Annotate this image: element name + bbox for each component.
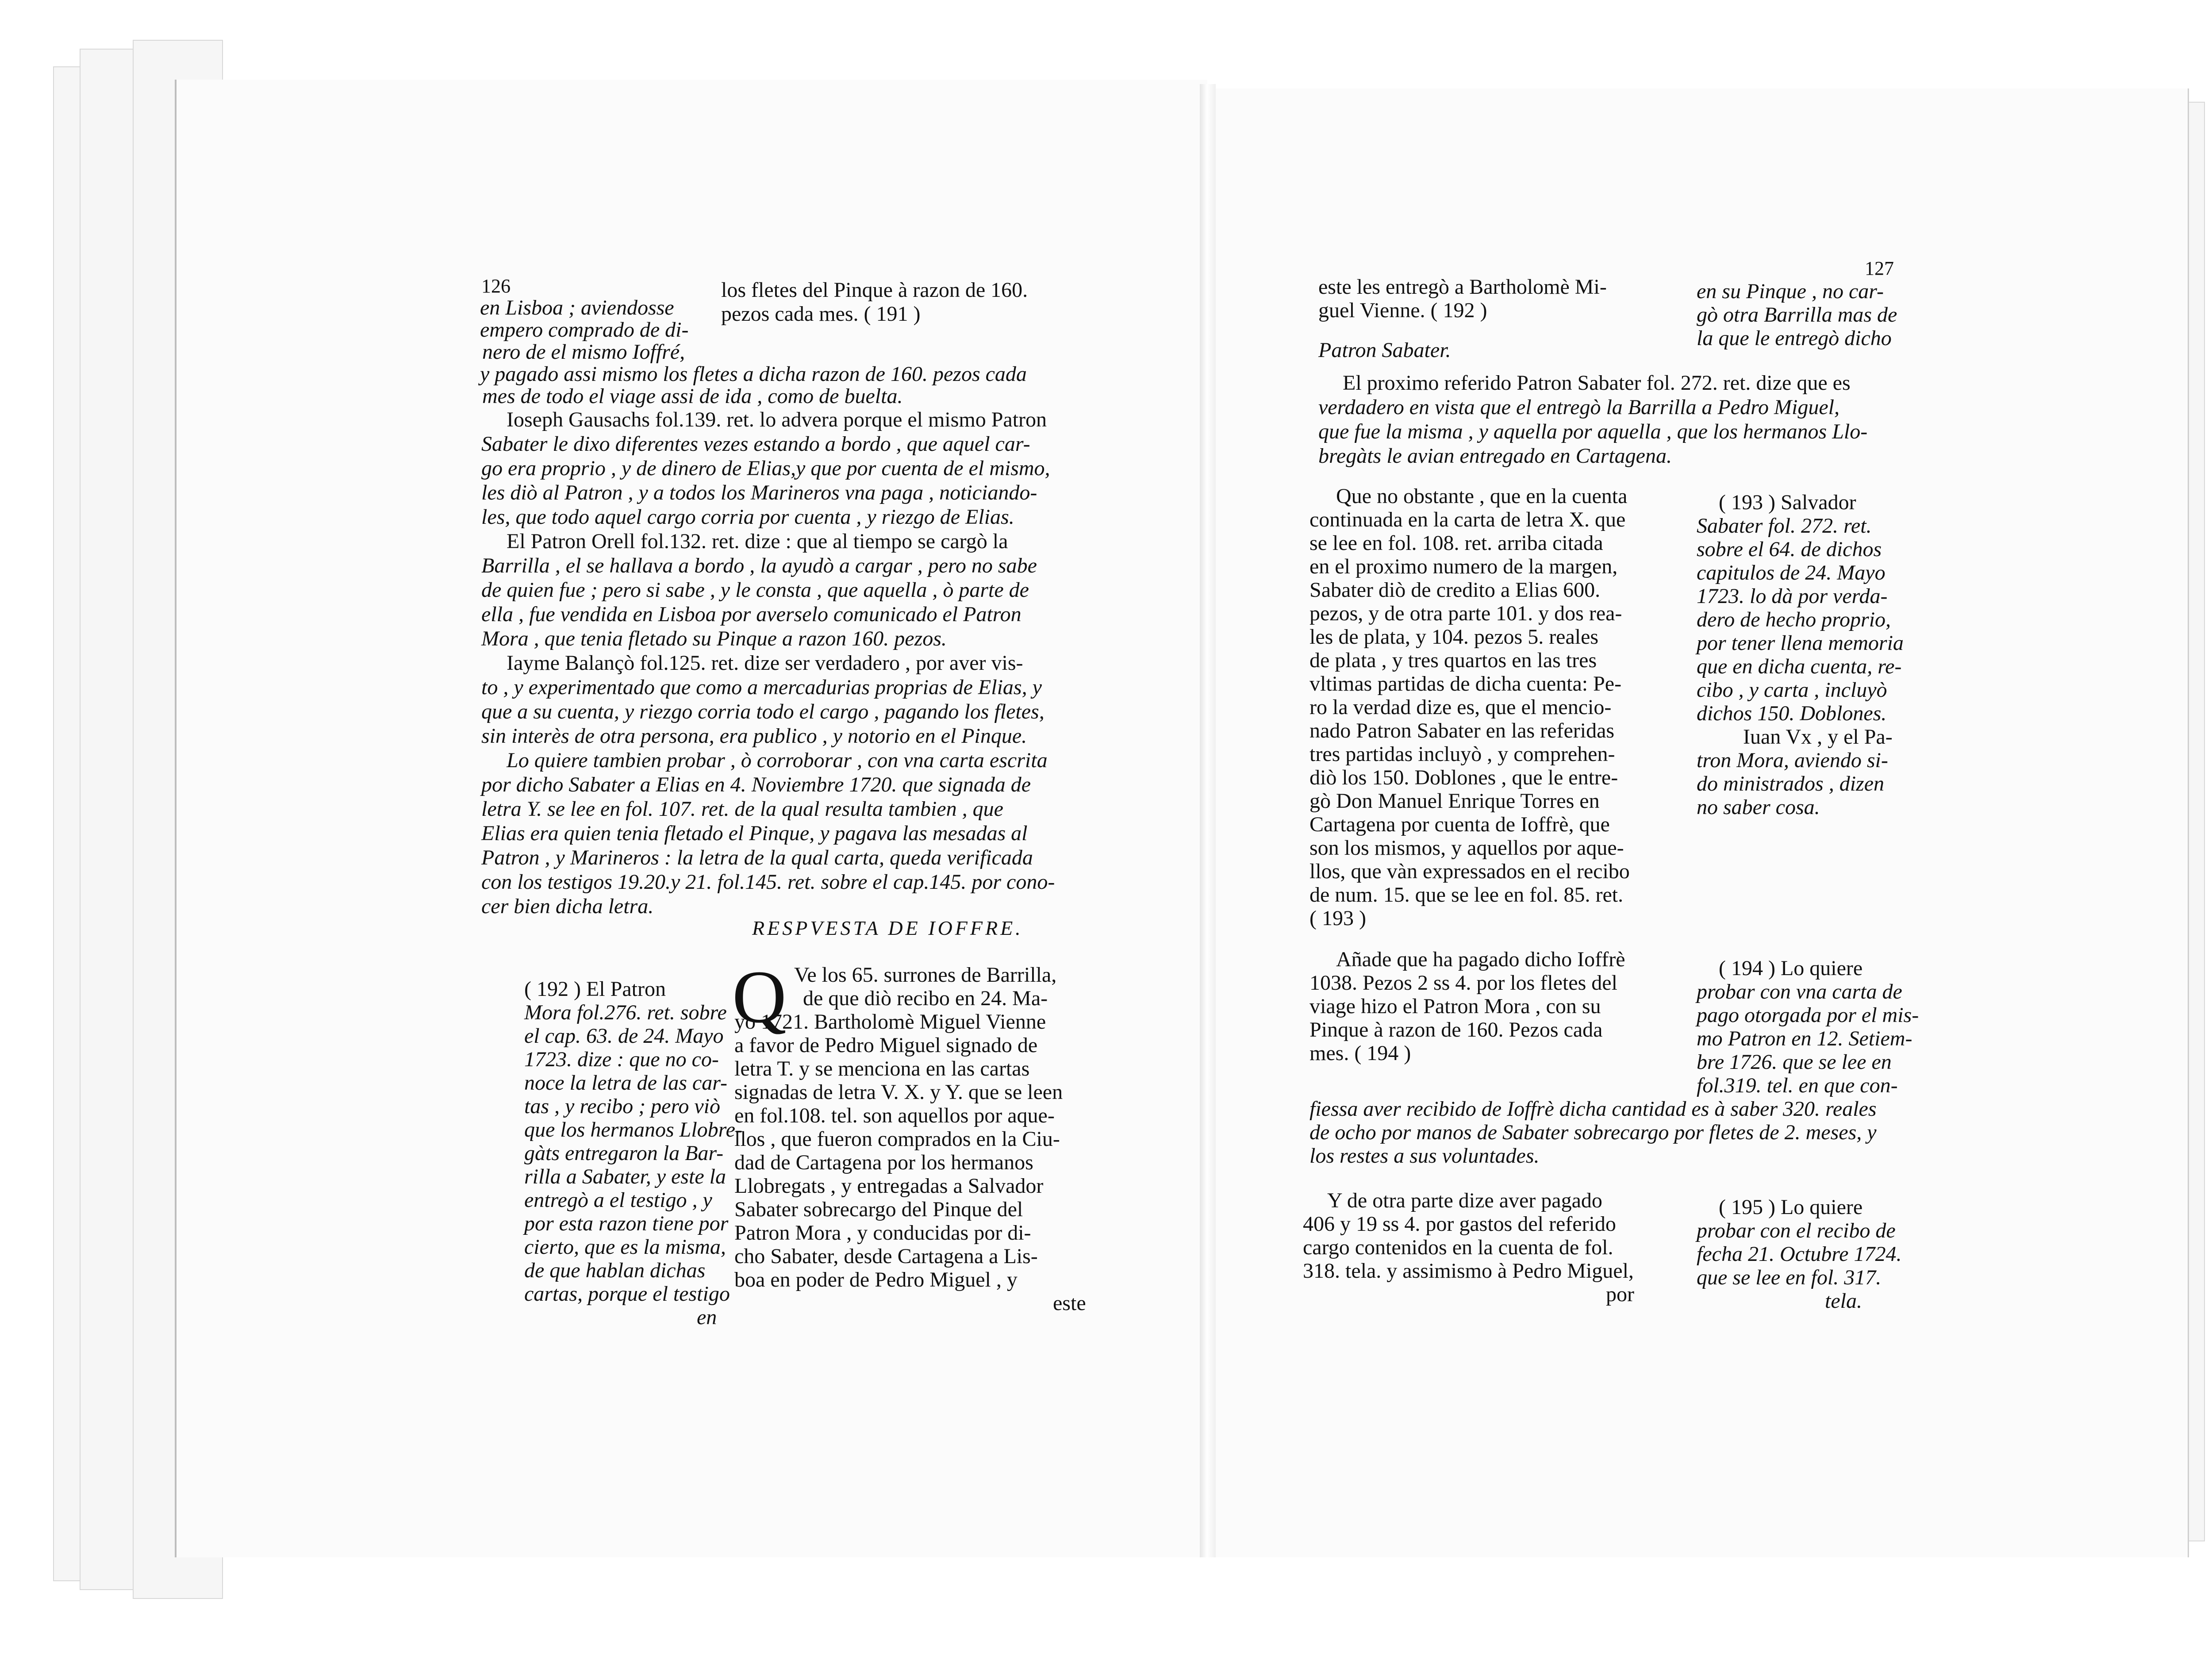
text-line: les diò al Patron , y a todos los Marineros vna paga , noticiando- xyxy=(481,481,1037,504)
text-line: Lo quiere tambien probar , ò corroborar , con vna carta escrita xyxy=(507,749,1048,772)
text-line: Iayme Balançò fol.125. ret. dize ser verdadero , por aver vis- xyxy=(507,651,1023,675)
note-line: mo Patron en 12. Setiem- xyxy=(1697,1027,1912,1050)
note-line: fiessa aver recibido de Ioffrè dicha cantidad es à saber 320. reales xyxy=(1310,1097,1877,1121)
text-line: cer bien dicha letra. xyxy=(481,895,654,918)
note-line: sobre el 64. de dichos xyxy=(1697,538,1882,561)
note-line: probar con vna carta de xyxy=(1697,980,1902,1003)
text-line: Sabater le dixo diferentes vezes estando a bordo , que aquel car- xyxy=(481,432,1030,456)
text-line: los fletes del Pinque à razon de 160. xyxy=(721,278,1028,302)
note-line: de ocho por manos de Sabater sobrecargo por fletes de 2. meses, y xyxy=(1310,1121,1877,1144)
text-line: 406 y 19 ss 4. por gastos del referido xyxy=(1303,1212,1616,1236)
note-line: Mora fol.276. ret. sobre xyxy=(524,1001,727,1024)
text-line: que a su cuenta, y riezgo corria todo el cargo , pagando los fletes, xyxy=(481,700,1045,723)
note-line: gò otra Barrilla mas de xyxy=(1697,303,1897,327)
text-line: ro la verdad dize es, que el mencio- xyxy=(1310,695,1612,719)
text-line: to , y experimentado que como a mercadurias proprias de Elias, y xyxy=(481,676,1042,699)
text-line: Patron Sabater. xyxy=(1318,338,1451,362)
text-line: mes de todo el viage assi de ida , como de buelta. xyxy=(482,384,903,408)
text-line: signadas de letra V. X. y Y. que se leen xyxy=(734,1080,1063,1104)
note-line: tas , y recibo ; pero viò xyxy=(524,1095,720,1118)
text-line: Que no obstante , que en la cuenta xyxy=(1336,484,1628,508)
note-line: fol.319. tel. en que con- xyxy=(1697,1074,1898,1097)
note-line: do ministrados , dizen xyxy=(1697,772,1885,795)
text-line: diò los 150. Doblones , que le entre- xyxy=(1310,766,1618,789)
note-line: entregò a el testigo , y xyxy=(524,1188,712,1212)
note-line: no saber cosa. xyxy=(1697,795,1820,819)
note-line: tron Mora, aviendo si- xyxy=(1697,749,1888,772)
note-line: la que le entregò dicho xyxy=(1697,327,1892,350)
text-line: este xyxy=(1053,1291,1086,1315)
text-line: llos , que fueron comprados en la Ciu- xyxy=(734,1127,1060,1151)
text-line: cho Sabater, desde Cartagena a Lis- xyxy=(734,1245,1038,1268)
text-line: ( 193 ) xyxy=(1310,907,1366,930)
text-line: cargo contenidos en la cuenta de fol. xyxy=(1303,1236,1613,1259)
text-line: de num. 15. que se lee en fol. 85. ret. xyxy=(1310,883,1624,907)
text-line: boa en poder de Pedro Miguel , y xyxy=(734,1268,1018,1291)
note-line: rilla a Sabater, y este la xyxy=(524,1165,726,1188)
note-line: ( 195 ) Lo quiere xyxy=(1719,1195,1863,1219)
note-line: empero comprado de di- xyxy=(480,318,689,342)
note-line: Iuan Vx , y el Pa- xyxy=(1743,725,1893,749)
text-line: de que diò recibo en 24. Ma- xyxy=(803,987,1048,1010)
note-line: que se lee en fol. 317. xyxy=(1697,1266,1882,1289)
text-line: yo 1721. Bartholomè Miguel Vienne xyxy=(734,1010,1046,1034)
text-line: con los testigos 19.20.y 21. fol.145. ret. sobre el cap.145. por cono- xyxy=(481,870,1055,894)
text-line: a favor de Pedro Miguel signado de xyxy=(734,1034,1038,1057)
text-line: pezos cada mes. ( 191 ) xyxy=(721,302,921,326)
note-line: cierto, que es la misma, xyxy=(524,1235,726,1259)
text-line: nado Patron Sabater en las referidas xyxy=(1310,719,1615,742)
note-line: Sabater fol. 272. ret. xyxy=(1697,514,1872,538)
text-line: este les entregò a Bartholomè Mi- xyxy=(1318,275,1607,299)
text-line: Añade que ha pagado dicho Ioffrè xyxy=(1336,948,1625,971)
note-line: probar con el recibo de xyxy=(1697,1219,1896,1242)
note-line: bre 1726. que se lee en xyxy=(1697,1050,1892,1074)
note-line: de que hablan dichas xyxy=(524,1259,706,1282)
note-line: cartas, porque el testigo xyxy=(524,1282,730,1306)
book-gutter xyxy=(1200,84,1216,1557)
note-line: en xyxy=(697,1306,717,1329)
text-line: Sabater diò de credito a Elias 600. xyxy=(1310,578,1601,602)
text-line: sin interès de otra persona, era publico , y notorio en el Pinque. xyxy=(481,724,1027,748)
note-line: los restes a sus voluntades. xyxy=(1310,1144,1540,1168)
note-line: gàts entregaron la Bar- xyxy=(524,1141,724,1165)
text-line: continuada en la carta de letra X. que xyxy=(1310,508,1626,531)
page-number-left: 126 xyxy=(481,275,511,297)
text-line: viage hizo el Patron Mora , con su xyxy=(1310,995,1601,1018)
text-line: verdadero en vista que el entregò la Barrilla a Pedro Miguel, xyxy=(1318,396,1839,419)
text-line: Patron , y Marineros : la letra de la qual carta, queda verificada xyxy=(481,846,1033,869)
text-line: dad de Cartagena por los hermanos xyxy=(734,1151,1033,1174)
text-line: gò Don Manuel Enrique Torres en xyxy=(1310,789,1600,813)
text-line: Y de otra parte dize aver pagado xyxy=(1327,1189,1602,1212)
note-line: que en dicha cuenta, re- xyxy=(1697,655,1902,678)
note-line: dichos 150. Doblones. xyxy=(1697,702,1887,725)
note-line: el cap. 63. de 24. Mayo xyxy=(524,1024,724,1048)
note-line: nero de el mismo Ioffré, xyxy=(482,340,685,364)
text-line: son los mismos, y aquellos por aque- xyxy=(1310,836,1624,860)
text-line: 318. tela. y assimismo à Pedro Miguel, xyxy=(1303,1259,1634,1283)
text-line: guel Vienne. ( 192 ) xyxy=(1318,299,1487,322)
page-number-right: 127 xyxy=(1865,257,1894,279)
text-line: pezos, y de otra parte 101. y dos rea- xyxy=(1310,602,1622,625)
text-line: les de plata, y 104. pezos 5. reales xyxy=(1310,625,1599,649)
drop-cap: Q xyxy=(732,955,787,1038)
note-line: que los hermanos Llobre- xyxy=(524,1118,742,1141)
text-line: en fol.108. tel. son aquellos por aque- xyxy=(734,1104,1055,1127)
text-line: de plata , y tres quartos en las tres xyxy=(1310,649,1597,672)
text-line: se lee en fol. 108. ret. arriba citada xyxy=(1310,531,1603,555)
text-line: Ve los 65. surrones de Barrilla, xyxy=(794,963,1057,987)
text-line: Cartagena por cuenta de Ioffrè, que xyxy=(1310,813,1610,836)
text-line: mes. ( 194 ) xyxy=(1310,1041,1411,1065)
note-line: 1723. lo dà por verda- xyxy=(1697,584,1888,608)
text-line: vltimas partidas de dicha cuenta: Pe- xyxy=(1310,672,1622,695)
text-line: por dicho Sabater a Elias en 4. Noviembre 1720. que signada de xyxy=(481,773,1031,796)
section-heading: RESPVESTA DE IOFFRE. xyxy=(752,917,1023,939)
note-line: noce la letra de las car- xyxy=(524,1071,727,1095)
note-line: tela. xyxy=(1825,1289,1862,1313)
text-line: y pagado assi mismo los fletes a dicha razon de 160. pezos cada xyxy=(480,362,1027,386)
note-line: ( 193 ) Salvador xyxy=(1719,491,1856,514)
note-line: pago otorgada por el mis- xyxy=(1697,1003,1919,1027)
text-line: 1038. Pezos 2 ss 4. por los fletes del xyxy=(1310,971,1617,995)
text-line: El Patron Orell fol.132. ret. dize : que al tiempo se cargò la xyxy=(507,530,1008,553)
text-line: Sabater sobrecargo del Pinque del xyxy=(734,1198,1023,1221)
text-line: de quien fue ; pero si sabe , y le consta , que aquella , ò parte de xyxy=(481,578,1029,602)
text-line: letra Y. se lee en fol. 107. ret. de la qual resulta tambien , que xyxy=(481,797,1003,821)
note-line: en Lisboa ; aviendosse xyxy=(480,296,674,319)
text-line: que fue la misma , y aquella por aquella , que los hermanos Llo- xyxy=(1318,420,1868,443)
note-line: en su Pinque , no car- xyxy=(1697,280,1884,303)
note-line: por esta razon tiene por xyxy=(524,1212,729,1235)
text-line: Elias era quien tenia fletado el Pinque, y pagava las mesadas al xyxy=(481,822,1028,845)
text-line: go era proprio , y de dinero de Elias,y que por cuenta de el mismo, xyxy=(481,457,1050,480)
note-line: ( 194 ) Lo quiere xyxy=(1719,957,1863,980)
text-line: Barrilla , el se hallava a bordo , la ayudò a cargar , pero no sabe xyxy=(481,554,1037,577)
text-line: Patron Mora , y conducidas por di- xyxy=(734,1221,1031,1245)
note-line: capitulos de 24. Mayo xyxy=(1697,561,1886,584)
note-line: dero de hecho proprio, xyxy=(1697,608,1891,631)
text-line: Pinque à razon de 160. Pezos cada xyxy=(1310,1018,1603,1041)
text-line: les, que todo aquel cargo corria por cuenta , y riezgo de Elias. xyxy=(481,505,1014,529)
text-line: Ioseph Gausachs fol.139. ret. lo advera porque el mismo Patron xyxy=(507,408,1047,431)
text-line: Mora , que tenia fletado su Pinque a razon 160. pezos. xyxy=(481,627,947,650)
text-line: letra T. y se menciona en las cartas xyxy=(734,1057,1030,1080)
text-line: Llobregats , y entregadas a Salvador xyxy=(734,1174,1044,1198)
text-line: en el proximo numero de la margen, xyxy=(1310,555,1618,578)
text-line: bregàts le avian entregado en Cartagena. xyxy=(1318,444,1672,468)
note-line: ( 192 ) El Patron xyxy=(524,977,666,1001)
text-line: tres partidas incluyò , y comprehen- xyxy=(1310,742,1615,766)
text-line: llos, que vàn expressados en el recibo xyxy=(1310,860,1630,883)
note-line: cibo , y carta , incluyò xyxy=(1697,678,1887,702)
text-line: ella , fue vendida en Lisboa por averselo comunicado el Patron xyxy=(481,603,1022,626)
note-line: por tener llena memoria xyxy=(1697,631,1904,655)
text-line: El proximo referido Patron Sabater fol. 272. ret. dize que es xyxy=(1343,371,1851,395)
text-line: por xyxy=(1606,1283,1634,1306)
note-line: fecha 21. Octubre 1724. xyxy=(1697,1242,1902,1266)
note-line: 1723. dize : que no co- xyxy=(524,1048,719,1071)
